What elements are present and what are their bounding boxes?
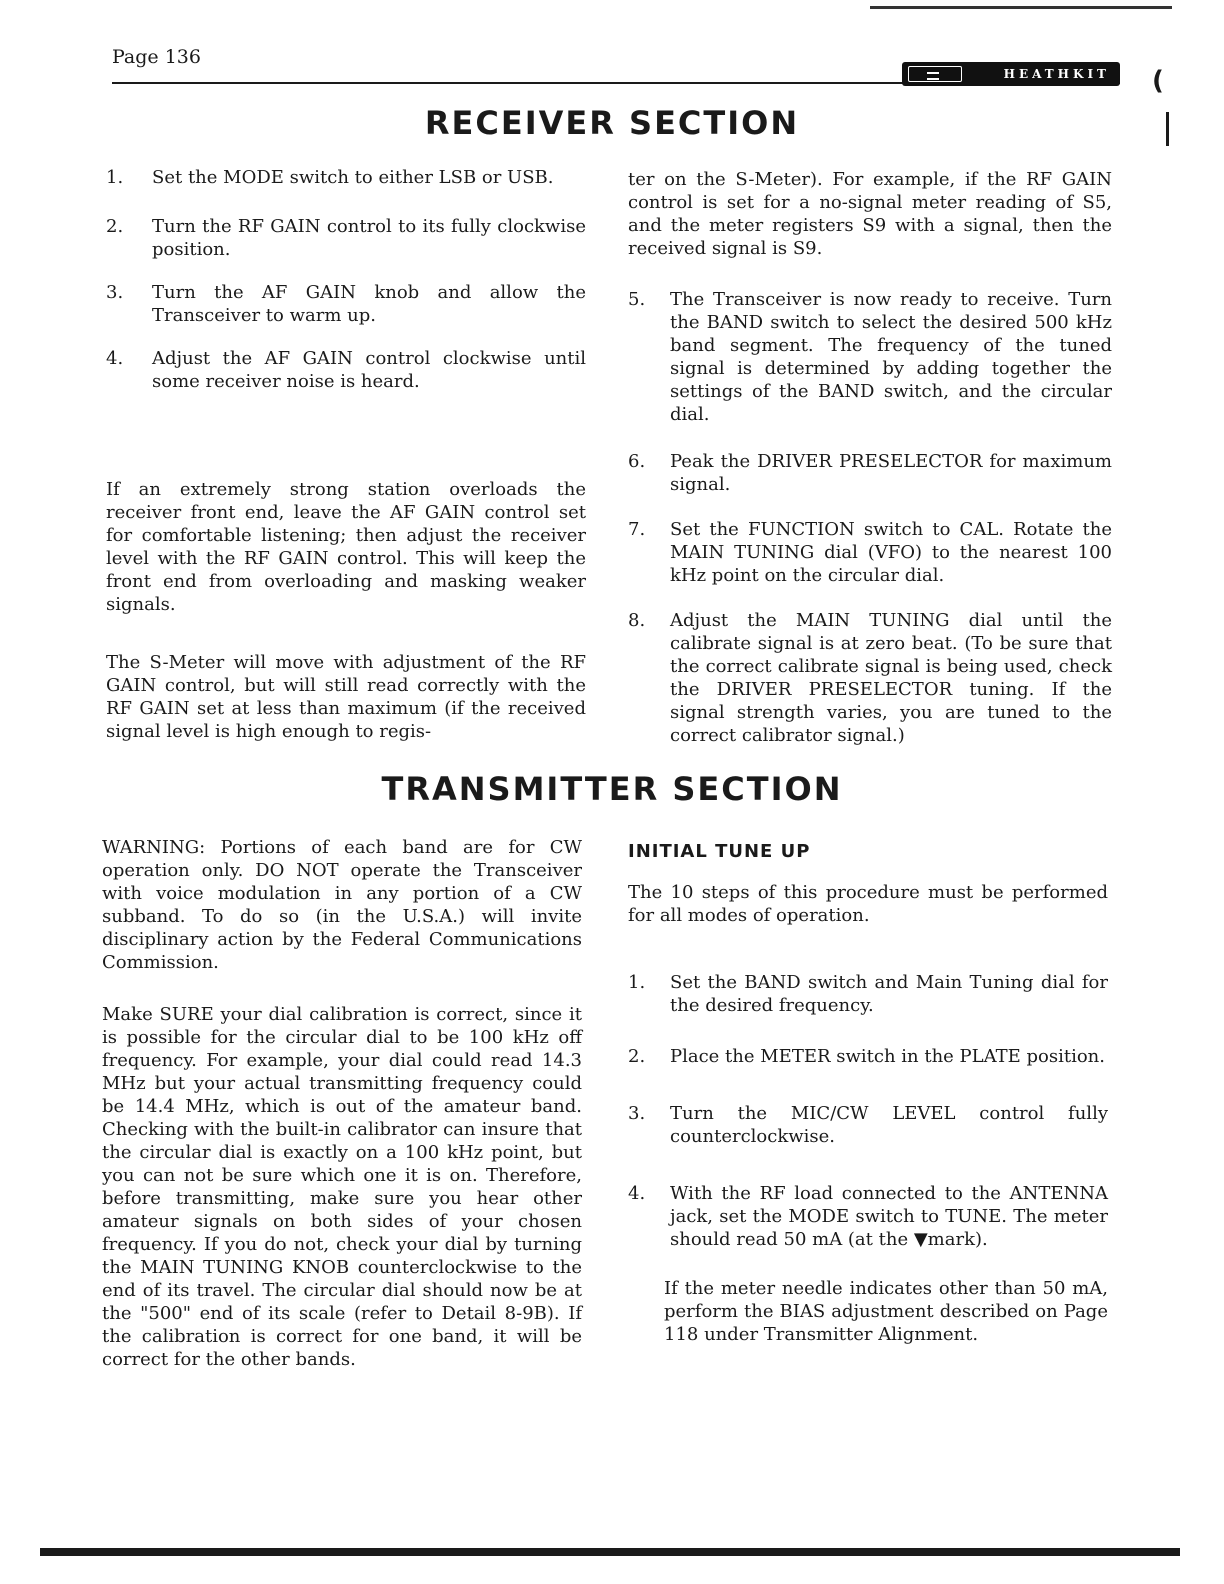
receiver-section-title: RECEIVER SECTION [424,104,800,142]
step-number: 4. [106,348,124,369]
initial-tune-up-heading: INITIAL TUNE UP [628,841,811,862]
transmitter-calibration-paragraph [102,1003,582,1371]
bias-note: If the meter needle indicates other than 50 mA, perform the BIAS adjustment described on Page 118 under Transmitter Alignment. [664,1278,1108,1345]
logo-text: HEATHKIT [1003,67,1110,81]
overload-text: If an extremely strong station overloads the receiver front end, leave the AF GAIN control set for comfortable listening; then adjust the receiver level with the RF GAIN control. This will keep the front end from overloading and masking weaker signals. [106,479,586,615]
step-number: 4. [628,1183,646,1204]
step-number: 1. [106,167,124,188]
heathkit-logo [902,62,1120,86]
step-number: 2. [628,1046,646,1067]
transmitter-step [628,1045,1108,1068]
step-number: 8. [628,610,646,631]
step-number: 3. [628,1103,646,1124]
receiver-step [628,288,1112,426]
step-number: 7. [628,519,646,540]
step-text: Turn the RF GAIN control to its fully clockwise position. [152,216,586,260]
transmitter-step [628,1182,1108,1251]
step-number: 2. [106,216,124,237]
step-number: 1. [628,972,646,993]
step-text: The Transceiver is now ready to receive. Turn the BAND switch to select the desired 500 kHz band segment. The frequency of the tuned signal is determined by adding together the settings of the BAND switch, and the circular dial. [670,289,1112,425]
transmitter-step [628,971,1108,1017]
step-text: Turn the MIC/CW LEVEL control fully counterclockwise. [670,1103,1108,1147]
calibration-text: Make SURE your dial calibration is correct, since it is possible for the circular dial to be 100 kHz off frequency. For example, your dial could read 14.3 MHz but your actual transmitting frequency could be 14.4 MHz, which is out of the amateur band. Checking with the built-in calibrator can insure that the circular dial is exactly on a 100 kHz point, but you can not be sure which one it is on. Therefore, before transmitting, make sure you hear other amateur signals on both sides of your chosen frequency. If you do not, check your dial by turning the MAIN TUNING KNOB counterclockwise to the end of its travel. The circular dial should now be at the "500" end of its scale (refer to Detail 8-9B). If the calibration is correct for one band, it will be correct for the other bands. [102,1004,582,1370]
receiver-step [106,347,586,393]
smeter-text: The S-Meter will move with adjustment of the RF GAIN control, but will still read correctly with the RF GAIN set at less than maximum (if the received signal level is high enough to regis- [106,652,586,742]
receiver-step [106,281,586,327]
receiver-step [106,215,586,261]
step-text: With the RF load connected to the ANTENNA jack, set the MODE switch to TUNE. The meter should read 50 mA (at the ▼mark). [670,1183,1108,1250]
step-text: Adjust the MAIN TUNING dial until the calibrate signal is at zero beat. (To be sure that the correct calibrate signal is being used, check the DRIVER PRESELECTOR tuning. If the signal strength varies, you are tuned to the correct calibrator signal.) [670,610,1112,746]
step-text: Set the BAND switch and Main Tuning dial for the desired frequency. [670,972,1108,1016]
transmitter-section-title: TRANSMITTER SECTION [381,770,843,808]
page-number: Page 136 [112,46,201,68]
step-text: Adjust the AF GAIN control clockwise until some receiver noise is heard. [152,348,586,392]
step-text: Set the FUNCTION switch to CAL. Rotate the MAIN TUNING dial (VFO) to the nearest 100 kHz point on the circular dial. [670,519,1112,586]
receiver-left-column [106,166,586,393]
step-number: 6. [628,451,646,472]
receiver-step [628,609,1112,747]
initial-tune-up-column [628,840,1108,1346]
receiver-smeter-paragraph [106,651,586,743]
receiver-step [628,518,1112,587]
smeter-continued-text: ter on the S-Meter). For example, if the RF GAIN control is set for a no-signal meter reading of S5, and the meter registers S9 with a signal, then the received signal is S9. [628,169,1112,259]
transmitter-warning-paragraph [102,836,582,974]
warning-text: WARNING: Portions of each band are for CW operation only. DO NOT operate the Transceiver with voice modulation in any portion of a CW subband. To do so (in the U.S.A.) will invite disciplinary action by the Federal Communications Commission. [102,837,582,973]
binding-edge-mark: ( [1152,66,1164,96]
step-text: Set the MODE switch to either LSB or USB. [152,167,554,188]
step-number: 5. [628,289,646,310]
logo-emblem-icon [908,66,962,82]
top-edge-line [870,6,1172,9]
step-number: 3. [106,282,124,303]
receiver-step [106,166,586,189]
receiver-overload-paragraph [106,478,586,616]
bottom-edge-bar [40,1548,1180,1556]
receiver-right-column [628,168,1112,747]
step-text: Peak the DRIVER PRESELECTOR for maximum signal. [670,451,1112,495]
step-text: Place the METER switch in the PLATE position. [670,1046,1105,1067]
initial-tune-up-intro: The 10 steps of this procedure must be performed for all modes of operation. [628,882,1108,926]
transmitter-step [628,1102,1108,1148]
step-text: Turn the AF GAIN knob and allow the Transceiver to warm up. [152,282,586,326]
receiver-step [628,450,1112,496]
